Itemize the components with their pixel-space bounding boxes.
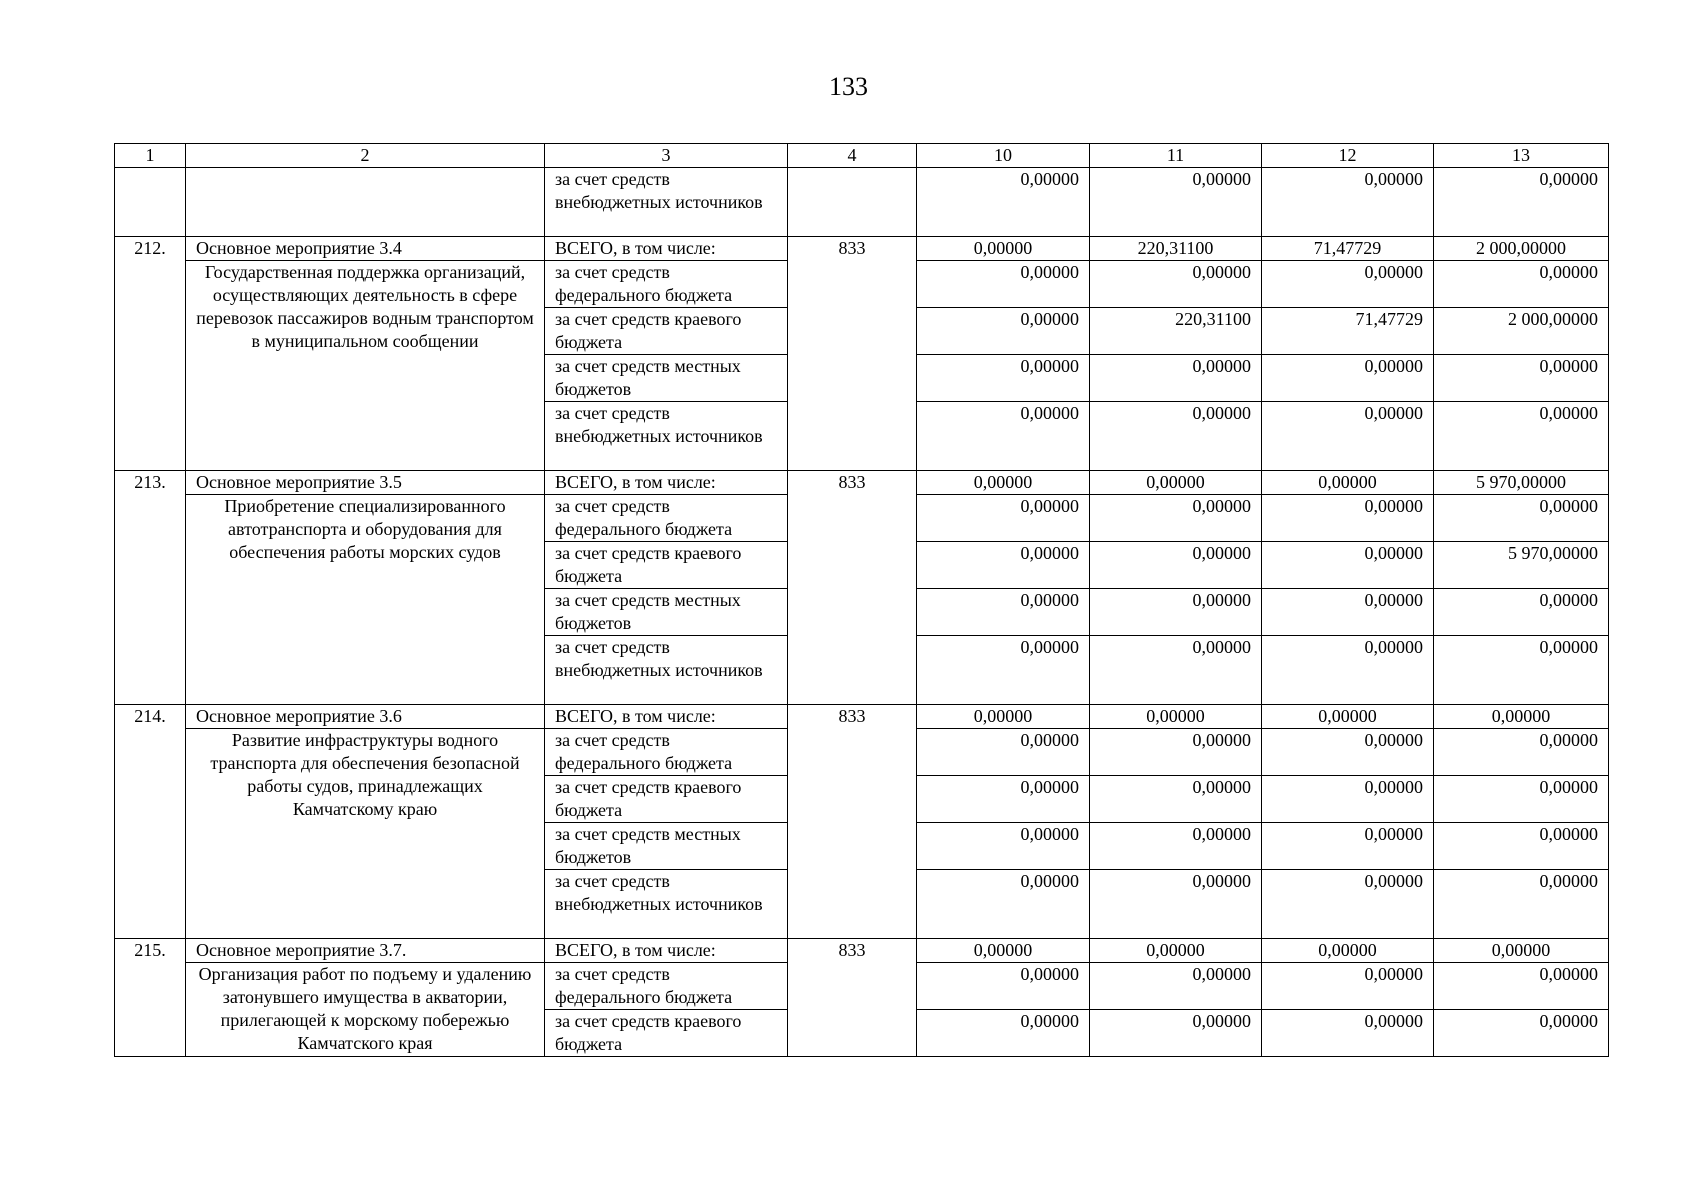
value-cell: 0,00000 <box>1090 589 1262 636</box>
measure-description: Государственная поддержка организаций, осуществляющих деятельность в сфере перевозок пассажиров водным транспортом в муниципальном сообщении <box>186 261 545 471</box>
value-cell: 0,00000 <box>917 589 1090 636</box>
value-cell: 0,00000 <box>1090 542 1262 589</box>
value-cell: 0,00000 <box>917 308 1090 355</box>
total-value: 0,00000 <box>1262 471 1434 495</box>
measure-name: Основное мероприятие 3.7. <box>186 939 545 963</box>
source-label: за счет средств федерального бюджета <box>545 963 788 1010</box>
row-number: 213. <box>115 471 186 705</box>
value-cell: 0,00000 <box>1262 963 1434 1010</box>
value-cell: 0,00000 <box>1090 402 1262 471</box>
value-cell: 0,00000 <box>1434 261 1609 308</box>
total-value: 0,00000 <box>1262 939 1434 963</box>
budget-table <box>114 143 1609 1057</box>
source-label: за счет средств федерального бюджета <box>545 261 788 308</box>
grbs-code: 833 <box>788 237 917 471</box>
grbs-code: 833 <box>788 705 917 939</box>
measure-name: Основное мероприятие 3.6 <box>186 705 545 729</box>
total-value: 5 970,00000 <box>1434 471 1609 495</box>
value-cell: 0,00000 <box>1434 636 1609 705</box>
source-label: за счет средств краевого бюджета <box>545 776 788 823</box>
value-cell: 0,00000 <box>1262 589 1434 636</box>
value-cell: 0,00000 <box>1434 870 1609 939</box>
value-cell: 0,00000 <box>917 1010 1090 1057</box>
header-row <box>115 144 1609 168</box>
header-cell: 11 <box>1090 144 1262 168</box>
header-cell: 2 <box>186 144 545 168</box>
value-cell: 0,00000 <box>917 636 1090 705</box>
value-cell: 0,00000 <box>1090 636 1262 705</box>
total-value: 0,00000 <box>1090 939 1262 963</box>
value-cell: 220,31100 <box>1090 308 1262 355</box>
header-cell: 1 <box>115 144 186 168</box>
source-label: за счет средств внебюджетных источников <box>545 168 788 237</box>
measure-name: Основное мероприятие 3.5 <box>186 471 545 495</box>
empty-cell <box>115 168 186 237</box>
value-cell: 0,00000 <box>1262 729 1434 776</box>
source-label: за счет средств федерального бюджета <box>545 729 788 776</box>
value-cell: 0,00000 <box>1434 402 1609 471</box>
source-label: за счет средств краевого бюджета <box>545 308 788 355</box>
measure-description: Приобретение специализированного автотранспорта и оборудования для обеспечения работы морских судов <box>186 495 545 705</box>
total-value: 0,00000 <box>917 939 1090 963</box>
source-label: за счет средств местных бюджетов <box>545 355 788 402</box>
source-label: за счет средств федерального бюджета <box>545 495 788 542</box>
value-cell: 0,00000 <box>917 168 1090 237</box>
total-value: 0,00000 <box>1434 705 1609 729</box>
value-cell: 0,00000 <box>917 823 1090 870</box>
value-cell: 0,00000 <box>1434 495 1609 542</box>
value-cell: 0,00000 <box>1090 168 1262 237</box>
value-cell: 0,00000 <box>1090 963 1262 1010</box>
measure-total-row <box>115 471 1609 495</box>
value-cell: 0,00000 <box>917 963 1090 1010</box>
value-cell: 0,00000 <box>1262 636 1434 705</box>
value-cell: 0,00000 <box>1434 589 1609 636</box>
source-label: ВСЕГО, в том числе: <box>545 471 788 495</box>
value-cell: 0,00000 <box>1434 963 1609 1010</box>
source-label: за счет средств внебюджетных источников <box>545 636 788 705</box>
value-cell: 0,00000 <box>1262 402 1434 471</box>
total-value: 2 000,00000 <box>1434 237 1609 261</box>
value-cell: 0,00000 <box>1434 1010 1609 1057</box>
measure-description: Развитие инфраструктуры водного транспорта для обеспечения безопасной работы судов, принадлежащих Камчатскому краю <box>186 729 545 939</box>
source-label: за счет средств внебюджетных источников <box>545 870 788 939</box>
page-number: 133 <box>829 72 868 101</box>
value-cell: 0,00000 <box>1090 1010 1262 1057</box>
header-cell: 10 <box>917 144 1090 168</box>
value-cell: 0,00000 <box>1262 776 1434 823</box>
value-cell: 0,00000 <box>1262 1010 1434 1057</box>
source-label: за счет средств краевого бюджета <box>545 542 788 589</box>
header-cell: 4 <box>788 144 917 168</box>
source-label: ВСЕГО, в том числе: <box>545 939 788 963</box>
row-number: 214. <box>115 705 186 939</box>
value-cell: 0,00000 <box>917 261 1090 308</box>
value-cell: 0,00000 <box>917 542 1090 589</box>
source-label: за счет средств краевого бюджета <box>545 1010 788 1057</box>
header-cell: 3 <box>545 144 788 168</box>
row-number: 215. <box>115 939 186 1057</box>
value-cell: 0,00000 <box>1262 261 1434 308</box>
value-cell: 2 000,00000 <box>1434 308 1609 355</box>
value-cell: 0,00000 <box>1090 355 1262 402</box>
measure-description: Организация работ по подъему и удалению затонувшего имущества в акватории, прилегающей к морскому побережью Камчатского края <box>186 963 545 1057</box>
source-label: ВСЕГО, в том числе: <box>545 705 788 729</box>
measure-total-row <box>115 705 1609 729</box>
grbs-code: 833 <box>788 939 917 1057</box>
header-cell: 12 <box>1262 144 1434 168</box>
total-value: 0,00000 <box>917 705 1090 729</box>
source-label: ВСЕГО, в том числе: <box>545 237 788 261</box>
header-cell: 13 <box>1434 144 1609 168</box>
value-cell: 0,00000 <box>917 729 1090 776</box>
value-cell: 0,00000 <box>1262 495 1434 542</box>
row-number: 212. <box>115 237 186 471</box>
empty-cell <box>788 168 917 237</box>
measure-total-row <box>115 939 1609 963</box>
value-cell: 0,00000 <box>1090 776 1262 823</box>
value-cell: 0,00000 <box>1262 823 1434 870</box>
value-cell: 0,00000 <box>1090 823 1262 870</box>
measure-name: Основное мероприятие 3.4 <box>186 237 545 261</box>
total-value: 0,00000 <box>1090 705 1262 729</box>
continuation-row <box>115 168 1609 237</box>
total-value: 0,00000 <box>917 237 1090 261</box>
total-value: 0,00000 <box>1434 939 1609 963</box>
measure-total-row <box>115 237 1609 261</box>
grbs-code: 833 <box>788 471 917 705</box>
value-cell: 0,00000 <box>1434 729 1609 776</box>
value-cell: 0,00000 <box>1090 495 1262 542</box>
value-cell: 0,00000 <box>917 402 1090 471</box>
value-cell: 0,00000 <box>1090 729 1262 776</box>
source-label: за счет средств местных бюджетов <box>545 823 788 870</box>
total-value: 71,47729 <box>1262 237 1434 261</box>
value-cell: 0,00000 <box>917 776 1090 823</box>
value-cell: 0,00000 <box>1434 776 1609 823</box>
value-cell: 0,00000 <box>1090 261 1262 308</box>
source-label: за счет средств местных бюджетов <box>545 589 788 636</box>
value-cell: 0,00000 <box>1090 870 1262 939</box>
value-cell: 0,00000 <box>1434 823 1609 870</box>
value-cell: 0,00000 <box>1434 355 1609 402</box>
value-cell: 0,00000 <box>1262 355 1434 402</box>
total-value: 0,00000 <box>917 471 1090 495</box>
value-cell: 0,00000 <box>1262 168 1434 237</box>
total-value: 0,00000 <box>1262 705 1434 729</box>
total-value: 0,00000 <box>1090 471 1262 495</box>
value-cell: 0,00000 <box>1262 870 1434 939</box>
value-cell: 0,00000 <box>1262 542 1434 589</box>
total-value: 220,31100 <box>1090 237 1262 261</box>
empty-cell <box>186 168 545 237</box>
value-cell: 0,00000 <box>917 495 1090 542</box>
value-cell: 0,00000 <box>917 870 1090 939</box>
value-cell: 0,00000 <box>1434 168 1609 237</box>
value-cell: 71,47729 <box>1262 308 1434 355</box>
value-cell: 5 970,00000 <box>1434 542 1609 589</box>
table-body <box>115 144 1609 1057</box>
value-cell: 0,00000 <box>917 355 1090 402</box>
source-label: за счет средств внебюджетных источников <box>545 402 788 471</box>
